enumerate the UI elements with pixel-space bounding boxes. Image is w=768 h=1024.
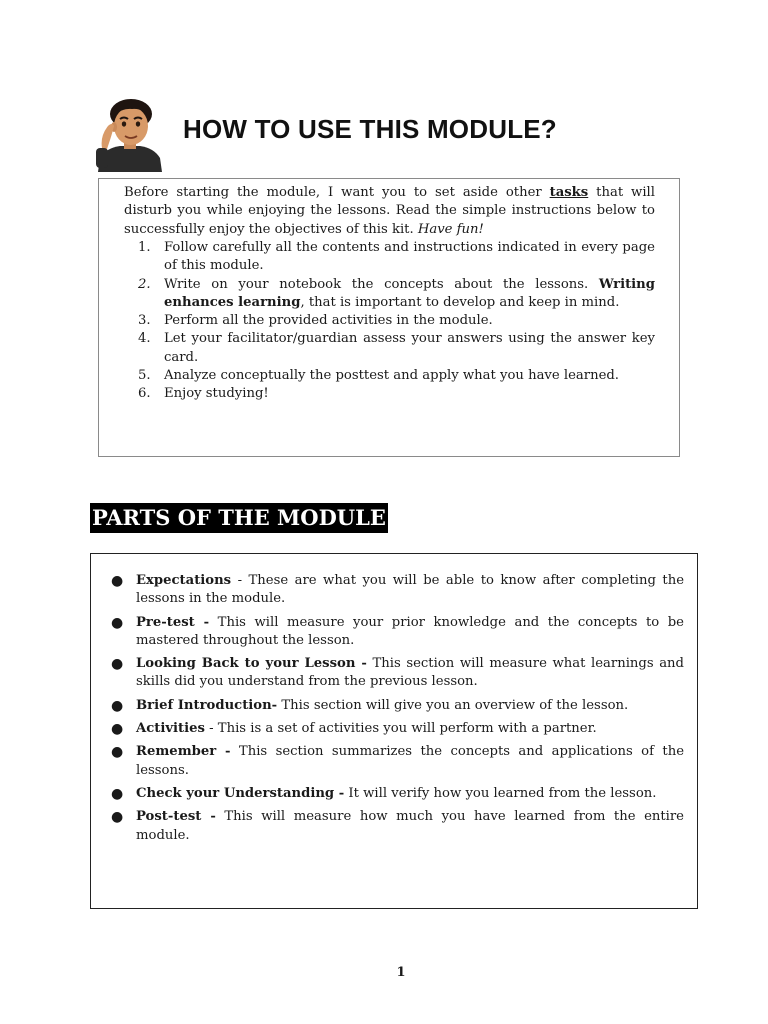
bullet-icon: ● [111,573,124,589]
list-item [111,743,684,780]
part-term: Pre-test - [136,614,210,630]
list-item [111,572,684,609]
instruction-step [124,367,655,385]
parts-list [111,572,684,850]
list-item [111,655,684,692]
part-description: This will measure how much you have learned from the entire module. [136,809,684,843]
bullet-icon: ● [111,614,124,631]
part-term: Remember - [136,744,231,760]
intro-text-before: Before starting the module, I want you to set aside other [124,185,550,200]
instruction-steps [124,239,655,404]
step-number: 5. [138,368,151,384]
list-item [111,697,684,715]
part-term: Expectations [136,573,232,588]
intro-text-after: that will disturb you while enjoying the lessons. Read the simple instructions below to successfully enjoy the objectives of this kit. [124,185,655,237]
part-description: This section will measure what learnings and skills did you understand from the previous lesson. [136,656,684,690]
step-text: Write on your notebook the concepts about the lessons. [164,276,599,292]
bullet-icon: ● [111,809,124,826]
list-item [111,808,684,845]
step-text: Perform all the provided activities in the module. [164,313,493,329]
step-text: Let your facilitator/guardian assess your answers using the answer key card. [164,331,655,365]
instruction-step [124,385,655,403]
instruction-step [124,239,655,276]
instruction-step [124,312,655,330]
bullet-icon: ● [111,744,124,761]
intro-emphasis: tasks [549,185,589,200]
step-number: 1. [138,240,151,255]
part-term: Activities [136,721,205,737]
module-header [94,96,694,172]
part-term: Check your Understanding - [136,785,345,801]
part-description: This will measure your prior knowledge and the concepts to be mastered throughout the lesson. [136,614,684,648]
step-text: Follow carefully all the contents and instructions indicated in every page of this module. [164,240,655,274]
part-description: - This is a set of activities you will perform with a partner. [204,721,597,737]
bullet-icon: ● [111,785,124,802]
step-emphasis: Writing enhances learning [164,276,655,310]
module-title: HOW TO USE THIS MODULE? [183,114,557,144]
instructions-box [98,178,680,457]
step-number: 2. [138,276,151,292]
part-term: Looking Back to your Lesson - [136,656,367,672]
bullet-icon: ● [111,697,124,714]
parts-heading: PARTS OF THE MODULE [90,503,388,533]
step-number: 3. [138,313,151,329]
step-number: 4. [138,331,151,347]
intro-have-fun: Have fun! [417,221,484,237]
part-term: Brief Introduction- [136,697,278,713]
page-number: 1 [396,965,406,980]
list-item [111,614,684,651]
part-term: Post-test - [136,809,216,825]
instruction-step [124,330,655,367]
step-text: Analyze conceptually the posttest and apply what you have learned. [164,368,620,384]
bullet-icon: ● [111,721,124,738]
list-item [111,720,684,738]
part-description: It will verify how you learned from the lesson. [344,785,657,801]
step-number: 6. [138,386,151,402]
part-description: - These are what you will be able to know after completing the lessons in the module. [136,573,684,607]
step-text-after: , that is important to develop and keep in mind. [300,294,620,310]
thinking-boy-avatar-icon [94,96,166,172]
parts-box [90,553,698,909]
instruction-step [124,276,655,313]
part-description: This section summarizes the concepts and applications of the lessons. [136,744,685,778]
bullet-icon: ● [111,656,124,673]
step-text: Enjoy studying! [164,386,269,402]
intro-paragraph [124,184,655,239]
list-item [111,785,684,803]
part-description: This section will give you an overview of the lesson. [277,697,629,713]
